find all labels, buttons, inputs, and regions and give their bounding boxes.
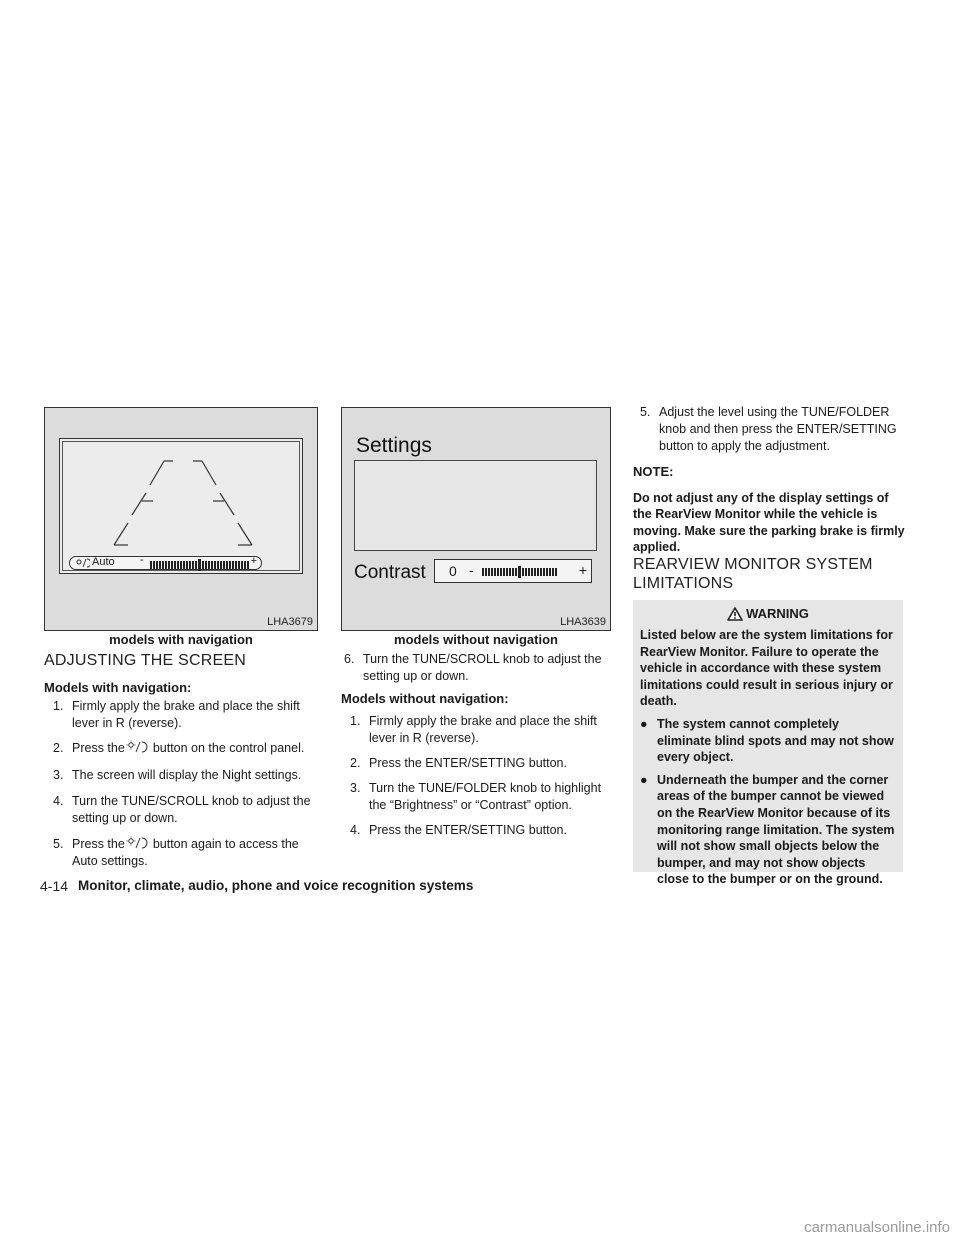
level-ticks xyxy=(150,559,249,571)
footer-title: Monitor, climate, audio, phone and voice recognition systems xyxy=(78,878,474,893)
section-heading-adjusting: ADJUSTING THE SCREEN xyxy=(44,652,246,669)
no-nav-step-1: 1. Firmly apply the brake and place the shift lever in R (reverse). xyxy=(350,714,597,745)
sun-moon-icon xyxy=(74,557,90,569)
figure-code: LHA3679 xyxy=(267,616,313,628)
contrast-bar xyxy=(434,559,592,583)
subheading-with-nav: Models with navigation: xyxy=(44,680,192,695)
contrast-ticks xyxy=(482,566,557,578)
subheading-without-nav: Models without navigation: xyxy=(341,691,509,706)
nav-step-6: 6. Turn the TUNE/SCROLL knob to adjust the setting up or down. xyxy=(344,652,602,683)
nav-step-2: 2. Press the button on the control panel. xyxy=(53,741,305,755)
sun-moon-icon xyxy=(125,836,153,850)
bullet-dot: ● xyxy=(640,716,648,731)
warning-title: WARNING xyxy=(746,606,809,621)
minus-sign: - xyxy=(140,554,144,566)
no-nav-step-4: 4. Press the ENTER/SETTING button. xyxy=(350,823,567,837)
no-nav-step-2: 2. Press the ENTER/SETTING button. xyxy=(350,756,567,770)
settings-display-area xyxy=(354,460,597,551)
parking-guide-lines xyxy=(60,439,304,575)
section-heading-limitations: REARVIEW MONITOR SYSTEM LIMITATIONS xyxy=(633,556,873,592)
plus-sign: + xyxy=(250,555,257,567)
nav-step-5: 5. Press the button again to access the Auto settings. xyxy=(53,837,299,868)
nav-step-3: 3. The screen will display the Night settings. xyxy=(53,768,302,782)
figure-caption: models with navigation xyxy=(109,632,253,647)
figure-nav-screen xyxy=(44,407,318,631)
warning-bullet: ● The system cannot completely eliminate blind spots and may not show every object. xyxy=(640,716,894,765)
figure-no-nav-screen xyxy=(341,407,611,631)
figure-code: LHA3639 xyxy=(560,616,606,628)
minus-sign: - xyxy=(469,562,474,578)
contrast-label: Contrast xyxy=(354,562,426,583)
sun-moon-icon xyxy=(125,740,153,754)
note-text: Do not adjust any of the display settings of the RearView Monitor while the vehicle is moving. Make sure the parking brake is firmly applied. xyxy=(633,491,905,555)
brightness-auto-bar xyxy=(69,556,262,570)
warning-intro: Listed below are the system limitations for RearView Monitor. Failure to operate the vehicle in accordance with these system limitations could result in serious injury or death. xyxy=(640,628,893,709)
no-nav-step-5: 5. Adjust the level using the TUNE/FOLDER knob and then press the ENTER/SETTING button to apply the adjustment. xyxy=(640,405,897,453)
page-number: 4-14 xyxy=(40,878,69,894)
figure-caption: models without navigation xyxy=(394,632,558,647)
no-nav-step-3: 3. Turn the TUNE/FOLDER knob to highlight the “Brightness” or “Contrast” option. xyxy=(350,781,602,812)
warning-bullet: ● Underneath the bumper and the corner areas of the bumper cannot be viewed on the RearView Monitor because of its monitoring range limitation. The system will not show small objects below the bumper, and may not show objects close to the bumper or on the ground. xyxy=(640,772,895,887)
contrast-value: 0 xyxy=(449,563,457,579)
plus-sign: + xyxy=(578,562,587,578)
display-screen xyxy=(59,438,303,574)
warning-box xyxy=(633,600,903,887)
warning-header xyxy=(640,600,896,627)
warning-triangle-icon xyxy=(727,607,743,621)
bullet-dot: ● xyxy=(640,772,648,787)
note-label: NOTE: xyxy=(633,464,674,479)
nav-step-1: 1. Firmly apply the brake and place the shift lever in R (reverse). xyxy=(53,699,300,730)
auto-label: Auto xyxy=(92,556,115,568)
watermark: carmanualsonline.info xyxy=(804,1219,950,1236)
nav-step-4: 4. Turn the TUNE/SCROLL knob to adjust the setting up or down. xyxy=(53,794,311,825)
settings-title: Settings xyxy=(356,434,432,457)
